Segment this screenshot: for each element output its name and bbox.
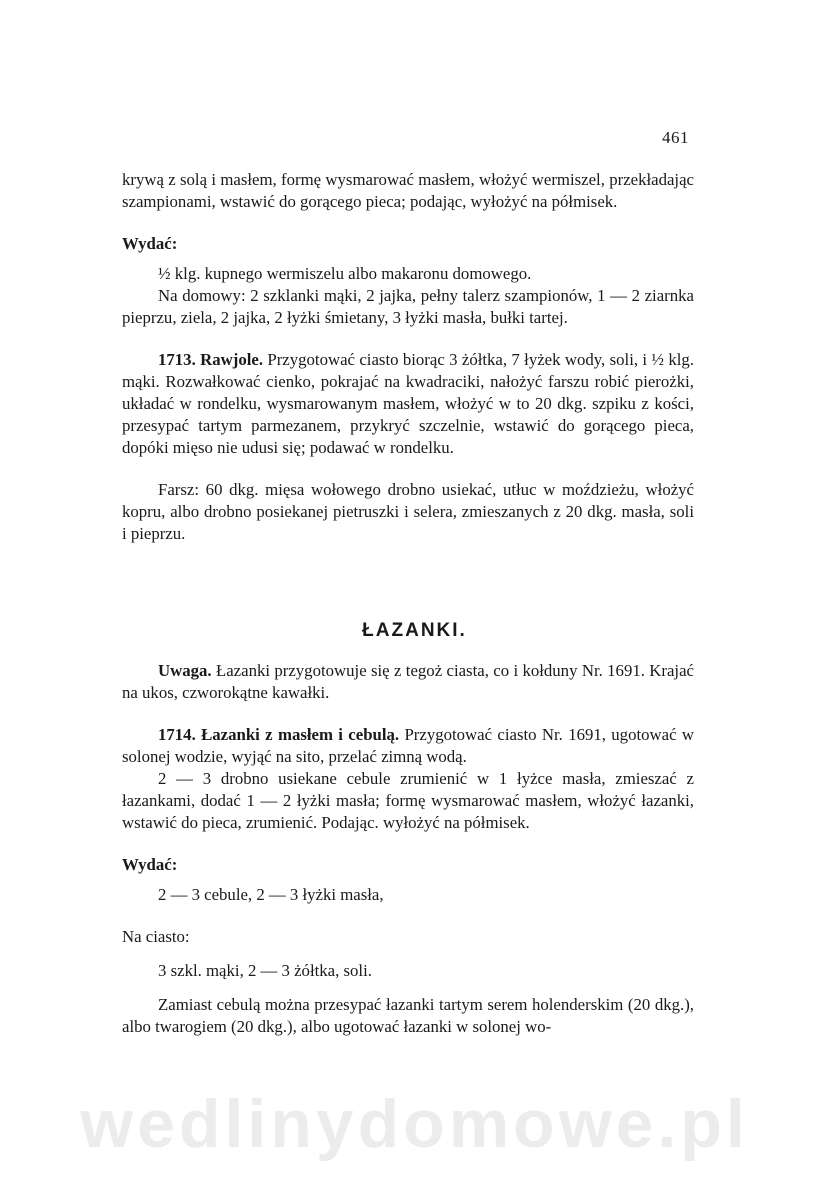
ingredients-ciasto: 3 szkl. mąki, 2 — 3 żółtka, soli. — [158, 961, 372, 980]
recipe-1713-title: 1713. Rawjole. — [158, 350, 264, 369]
watermark: wedlinydomowe.pl — [80, 1086, 749, 1162]
wydac-label-1: Wydać: — [122, 234, 178, 253]
recipe-1714-continuation: 2 — 3 drobno usiekane cebule zrumienić w 1 łyżce masła, zmieszać z łazankami, dodać 1 — 2 łyżki masła; formę wysmarować masłem, włożyć łazanki, wstawić do pieca, zrumienić. Podając. wyłożyć na półmisek. — [122, 769, 694, 832]
ingredients-cebule: 2 — 3 cebule, 2 — 3 łyżki masła, — [158, 885, 384, 904]
body-text-top — [122, 169, 694, 545]
na-ciasto-label: Na ciasto: — [122, 927, 190, 946]
section-heading: ŁAZANKI. — [362, 620, 467, 641]
page-number: 461 — [662, 128, 689, 147]
last-paragraph: Zamiast cebulą można przesypać łazanki tartym serem holenderskim (20 dkg.), albo twarogiem (20 dkg.), albo ugotować łazanki w solonej wo- — [122, 995, 694, 1036]
uwaga-text: Łazanki przygotowuje się z tegoż ciasta, co i kołduny Nr. 1691. Krajać na ukos, czworokątne kawałki. — [122, 661, 694, 702]
uwaga-label: Uwaga. — [158, 661, 212, 680]
ingredient-domowy: Na domowy: 2 szklanki mąki, 2 jajka, pełny talerz szampionów, 1 — 2 ziarnka pieprzu, ziela, 2 jajka, 2 łyżki śmietany, 3 łyżki masła, bułki tartej. — [122, 286, 694, 327]
recipe-1713 — [122, 349, 694, 459]
uwaga-paragraph — [122, 660, 694, 704]
farsz-paragraph: Farsz: 60 dkg. mięsa wołowego drobno usiekać, utłuc w moździeżu, włożyć kopru, albo drobno posiekanej pietruszki i selera, zmieszanych z 20 dkg. masła, soli i pieprzu. — [122, 480, 694, 543]
paragraph-continuation: krywą z solą i masłem, formę wysmarować masłem, włożyć wermiszel, przekładając szampionami, wstawić do gorącego pieca; podając, wyłożyć na półmisek. — [122, 170, 694, 211]
recipe-1714 — [122, 724, 694, 768]
recipe-1713-text: Przygotować ciasto biorąc 3 żółtka, 7 łyżek wody, soli, i ½ klg. mąki. Rozwałkować cienko, pokrajać na kwadraciki, nałożyć farszu robić pierożki, układać w rondelku, wysmarowanym masłem, włożyć w to 20 dkg. szpiku z kości, przesypać tartym parmezanem, przykryć szczelnie, wstawić do gorącego pieca, dopóki mięso nie udusi się; podawać w rondelku. — [122, 350, 694, 457]
recipe-1714-text: Przygotować ciasto Nr. 1691, ugotować w solonej wodzie, wyjąć na sito, przelać zimną wodą. — [122, 725, 694, 766]
recipe-1714-title: 1714. Łazanki z masłem i cebulą. — [158, 725, 400, 744]
body-text-bottom — [122, 660, 694, 1038]
ingredient-line-1: ½ klg. kupnego wermiszelu albo makaronu domowego. — [158, 264, 532, 283]
wydac-label-2: Wydać: — [122, 855, 178, 874]
